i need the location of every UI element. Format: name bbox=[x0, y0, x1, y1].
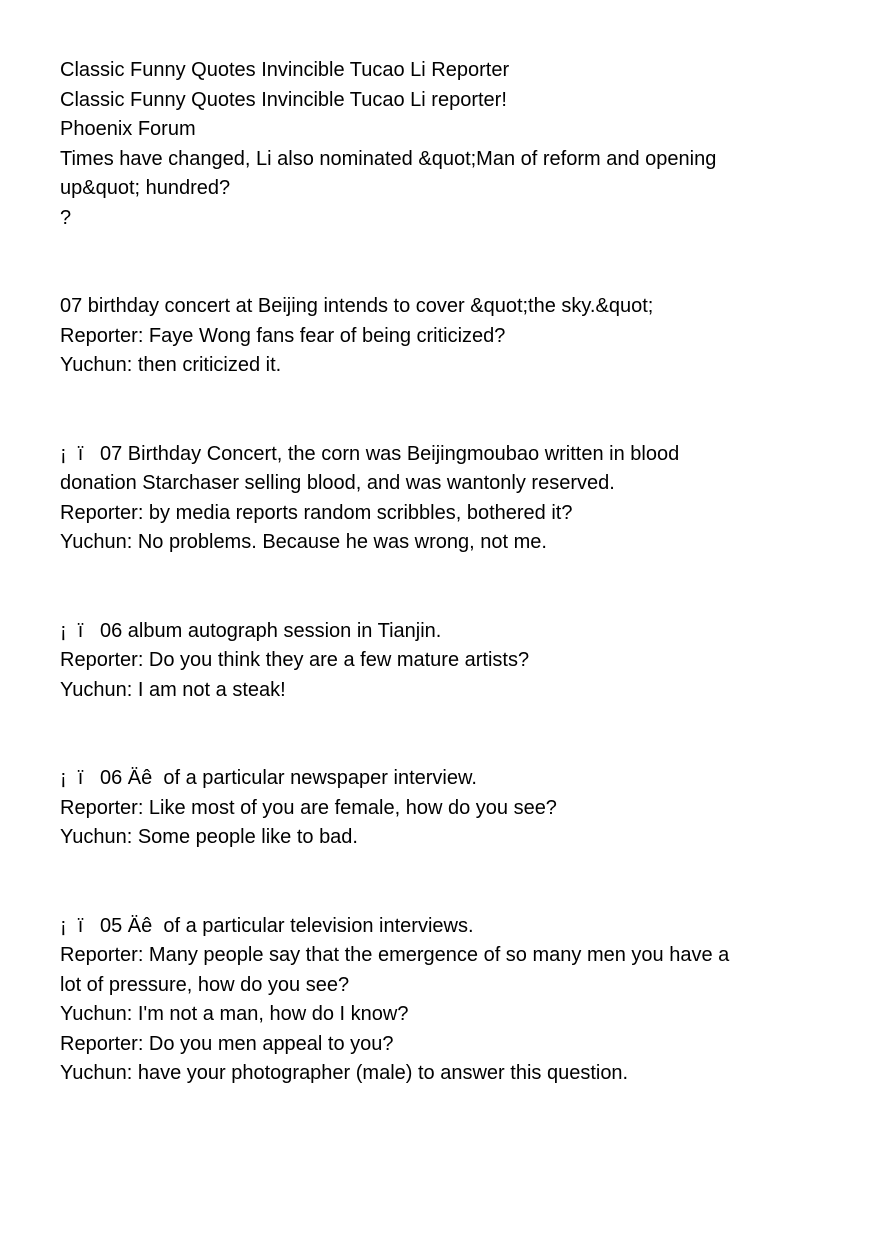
text-line: ? bbox=[60, 206, 72, 229]
text-line: Yuchun: I am not a steak! bbox=[60, 678, 286, 701]
blank-line bbox=[60, 558, 840, 588]
text-line: Reporter: Do you men appeal to you? bbox=[60, 1032, 394, 1055]
blank-line bbox=[60, 263, 840, 293]
blank-line bbox=[60, 853, 840, 883]
text-line: Reporter: Faye Wong fans fear of being criticized? bbox=[60, 324, 506, 347]
blank-line bbox=[60, 233, 840, 263]
text-line: Reporter: by media reports random scribbles, bothered it? bbox=[60, 501, 573, 524]
blank-line bbox=[60, 735, 840, 765]
text-line: donation Starchaser selling blood, and was wantonly reserved. bbox=[60, 472, 615, 494]
text-line: Yuchun: I'm not a man, how do I know? bbox=[60, 1003, 409, 1025]
text-line: Yuchun: have your photographer (male) to answer this question. bbox=[60, 1062, 629, 1084]
text-line: ¡ ï 05 Äê of a particular television interviews. bbox=[60, 914, 474, 937]
text-line: 07 birthday concert at Beijing intends to cover &quot;the sky.&quot; bbox=[60, 295, 654, 317]
text-line: Reporter: Do you think they are a few mature artists? bbox=[60, 649, 530, 671]
text-line: Reporter: Many people say that the emergence of so many men you have a bbox=[60, 944, 730, 966]
blank-line bbox=[60, 381, 840, 411]
text-line: Reporter: Like most of you are female, how do you see? bbox=[60, 796, 557, 819]
text-line: Yuchun: No problems. Because he was wrong, not me. bbox=[60, 531, 547, 553]
text-line: lot of pressure, how do you see? bbox=[60, 973, 350, 996]
blank-line bbox=[60, 705, 840, 735]
text-line: ¡ ï 06 album autograph session in Tianjin. bbox=[60, 619, 442, 642]
text-line: ¡ ï 07 Birthday Concert, the corn was Beijingmoubao written in blood bbox=[60, 442, 680, 465]
text-line: Yuchun: Some people like to bad. bbox=[60, 826, 358, 848]
blank-line bbox=[60, 410, 840, 440]
blank-line bbox=[60, 882, 840, 912]
text-line: up&quot; hundred? bbox=[60, 177, 231, 199]
text-line: Phoenix Forum bbox=[60, 118, 196, 140]
text-line: Classic Funny Quotes Invincible Tucao Li reporter! bbox=[60, 88, 507, 111]
blank-line bbox=[60, 587, 840, 617]
text-line: ¡ ï 06 Äê of a particular newspaper interview. bbox=[60, 767, 477, 789]
text-line: Classic Funny Quotes Invincible Tucao Li Reporter bbox=[60, 59, 510, 81]
text-line: Yuchun: then criticized it. bbox=[60, 354, 282, 376]
document-page bbox=[60, 56, 840, 1089]
text-line: Times have changed, Li also nominated &quot;Man of reform and opening bbox=[60, 147, 717, 170]
